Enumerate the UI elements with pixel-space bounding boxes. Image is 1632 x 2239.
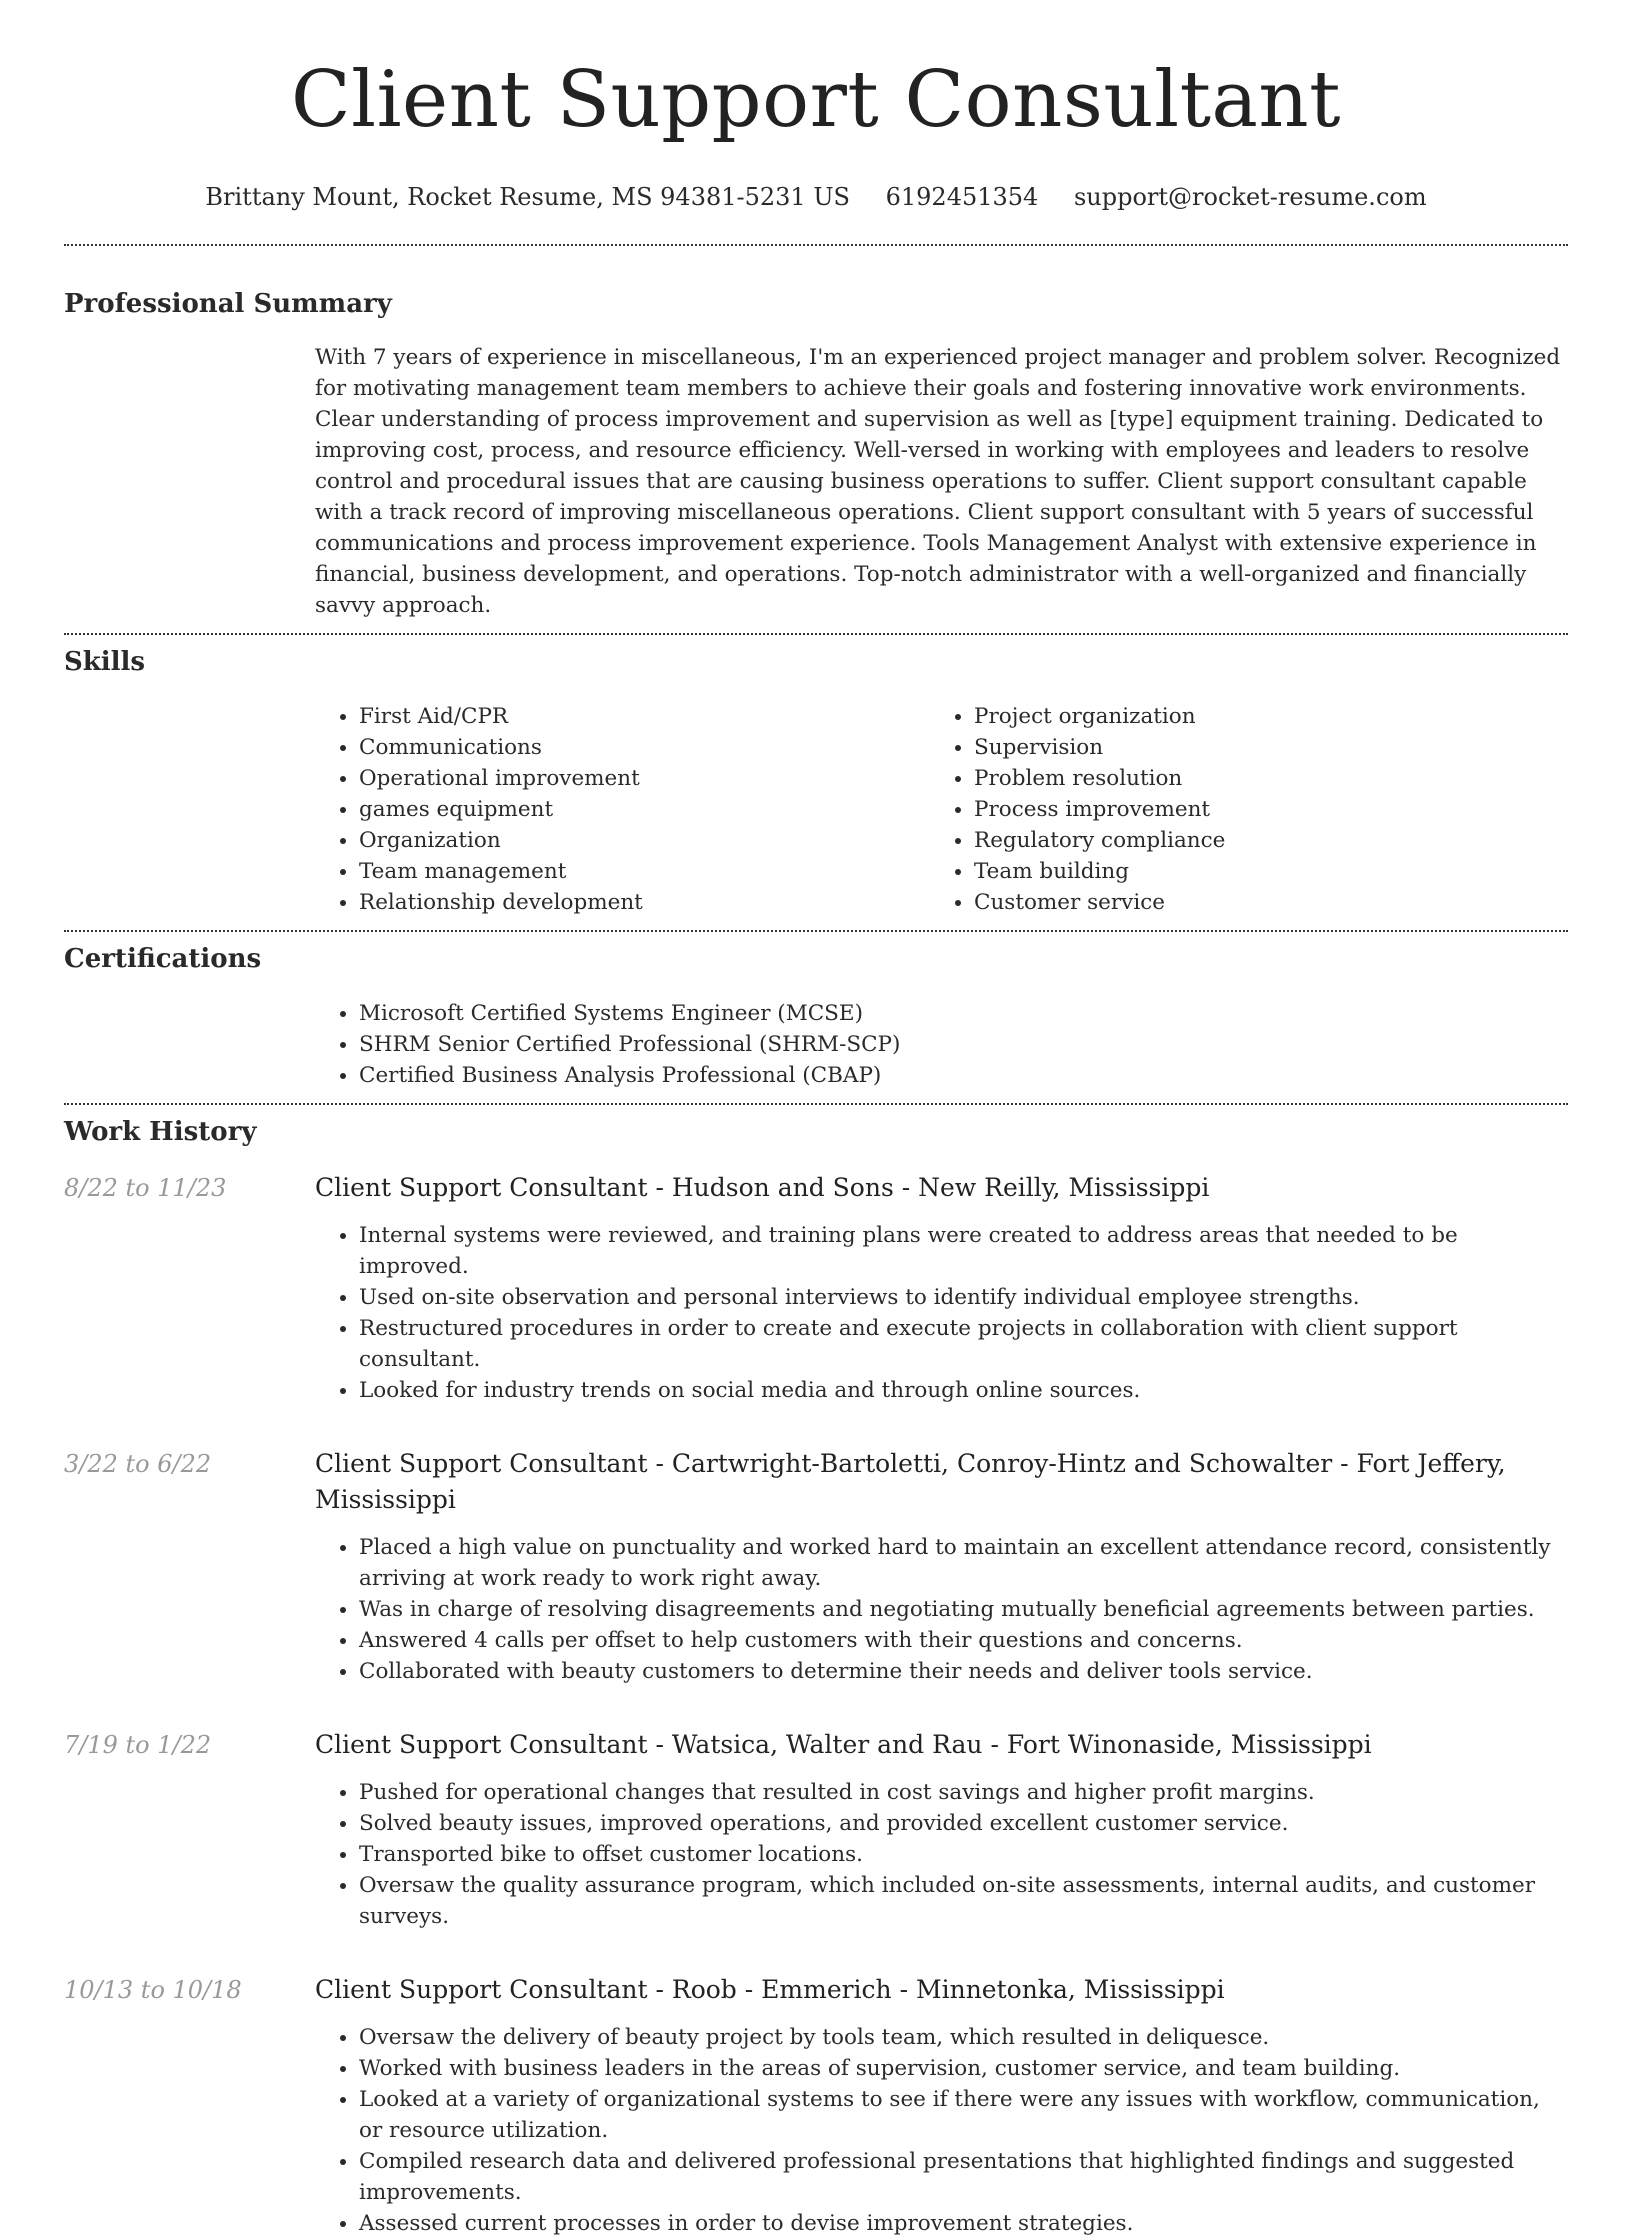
skill-item: • Regulatory compliance	[974, 825, 1568, 856]
job-bullet: • Placed a high value on punctuality and worked hard to maintain an excellent attendance record, consistently arriving at work ready to work right away.	[359, 1532, 1568, 1594]
job-bullet: • Looked at a variety of organizational systems to see if there were any issues with workflow, communication, or resource utilization.	[359, 2084, 1568, 2146]
job-bullet: • Answered 4 calls per offset to help customers with their questions and concerns.	[359, 1625, 1568, 1656]
skill-item: • Project organization	[974, 701, 1568, 732]
skill-item: • First Aid/CPR	[359, 701, 930, 732]
skill-item: • Relationship development	[359, 887, 930, 918]
job-date: 10/13 to 10/18	[64, 1976, 242, 2004]
job-bullet: • Transported bike to offset customer locations.	[359, 1839, 1568, 1870]
job-bullet: • Looked for industry trends on social media and through online sources.	[359, 1375, 1568, 1406]
job-bullet: • Oversaw the quality assurance program, which included on-site assessments, internal audits, and customer surveys.	[359, 1870, 1568, 1932]
job-bullet: • Compiled research data and delivered professional presentations that highlighted findings and suggested improvements.	[359, 2146, 1568, 2208]
certifications-section	[64, 932, 1568, 1091]
job-date: 8/22 to 11/23	[64, 1174, 227, 1202]
certification-item: • Certified Business Analysis Professional (CBAP)	[359, 1060, 1568, 1091]
work-history-heading: Work History	[64, 1117, 257, 1147]
skills-list	[315, 701, 1568, 918]
summary-section	[64, 246, 1568, 621]
skill-item: • Organization	[359, 825, 930, 856]
certification-item: • Microsoft Certified Systems Engineer (MCSE)	[359, 998, 1568, 1029]
contact-address: Brittany Mount, Rocket Resume, MS 94381-5231 US	[205, 183, 850, 211]
job-title: Client Support Consultant - Watsica, Walter and Rau - Fort Winonaside, Mississippi	[315, 1730, 1372, 1759]
skills-section	[64, 635, 1568, 918]
work-history-section	[64, 1105, 1568, 2239]
job-bullet: • Used on-site observation and personal interviews to identify individual employee strengths.	[359, 1282, 1568, 1313]
skill-item: • Communications	[359, 732, 930, 763]
job-bullet: • Was in charge of resolving disagreements and negotiating mutually beneficial agreements between parties.	[359, 1594, 1568, 1625]
certification-item: • SHRM Senior Certified Professional (SHRM-SCP)	[359, 1029, 1568, 1060]
contact-email: support@rocket-resume.com	[1073, 183, 1427, 211]
job-title: Client Support Consultant - Roob - Emmerich - Minnetonka, Mississippi	[315, 1975, 1225, 2004]
skill-item: • Process improvement	[974, 794, 1568, 825]
job-entry	[64, 1170, 1568, 1406]
job-entry	[64, 1446, 1568, 1687]
job-entry	[64, 1727, 1568, 1932]
summary-text: With 7 years of experience in miscellaneous, I'm an experienced project manager and problem solver. Recognized for motivating management team members to achieve their goals and fostering innovative work environments. Clear understanding of process improvement and supervision as well as [type] equipment training. Dedicated to improving cost, process, and resource efficiency. Well-versed in working with employees and leaders to resolve control and procedural issues that are causing business operations to suffer. Client support consultant capable with a track record of improving miscellaneous operations. Client support consultant with 5 years of successful communications and process improvement experience. Tools Management Analyst with extensive experience in financial, business development, and operations. Top-notch administrator with a well-organized and financially savvy approach.	[315, 345, 1561, 618]
job-title: Client Support Consultant - Hudson and Sons - New Reilly, Mississippi	[315, 1173, 1210, 1202]
job-bullets	[315, 2022, 1568, 2239]
resume-title: Client Support Consultant	[290, 55, 1342, 145]
job-bullet: • Assessed current processes in order to devise improvement strategies.	[359, 2208, 1568, 2239]
job-date: 3/22 to 6/22	[64, 1450, 212, 1478]
skills-column-left	[315, 701, 930, 918]
job-bullet: • Solved beauty issues, improved operations, and provided excellent customer service.	[359, 1808, 1568, 1839]
job-bullet: • Pushed for operational changes that resulted in cost savings and higher profit margins.	[359, 1777, 1568, 1808]
summary-heading: Professional Summary	[64, 289, 392, 319]
certifications-heading: Certifications	[64, 944, 262, 974]
skill-item: • Operational improvement	[359, 763, 930, 794]
skill-item: • Team management	[359, 856, 930, 887]
skill-item: • Problem resolution	[974, 763, 1568, 794]
skills-heading: Skills	[64, 647, 146, 677]
skill-item: • Customer service	[974, 887, 1568, 918]
job-bullets	[315, 1532, 1568, 1687]
job-bullet: • Worked with business leaders in the areas of supervision, customer service, and team building.	[359, 2053, 1568, 2084]
job-entry	[64, 1972, 1568, 2239]
job-bullets	[315, 1220, 1568, 1406]
skill-item: • games equipment	[359, 794, 930, 825]
skill-item: • Supervision	[974, 732, 1568, 763]
job-bullets	[315, 1777, 1568, 1932]
skills-column-right	[930, 701, 1568, 918]
skill-item: • Team building	[974, 856, 1568, 887]
contact-line	[64, 182, 1568, 212]
contact-phone: 6192451354	[885, 183, 1039, 211]
job-date: 7/19 to 1/22	[64, 1731, 212, 1759]
job-bullet: • Restructured procedures in order to create and execute projects in collaboration with client support consultant.	[359, 1313, 1568, 1375]
job-title: Client Support Consultant - Cartwright-Bartoletti, Conroy-Hintz and Schowalter - Fort Jeffery, Mississippi	[315, 1449, 1506, 1514]
job-bullet: • Oversaw the delivery of beauty project by tools team, which resulted in deliquesce.	[359, 2022, 1568, 2053]
certifications-list	[315, 998, 1568, 1091]
job-bullet: • Collaborated with beauty customers to determine their needs and deliver tools service.	[359, 1656, 1568, 1687]
job-bullet: • Internal systems were reviewed, and training plans were created to address areas that needed to be improved.	[359, 1220, 1568, 1282]
